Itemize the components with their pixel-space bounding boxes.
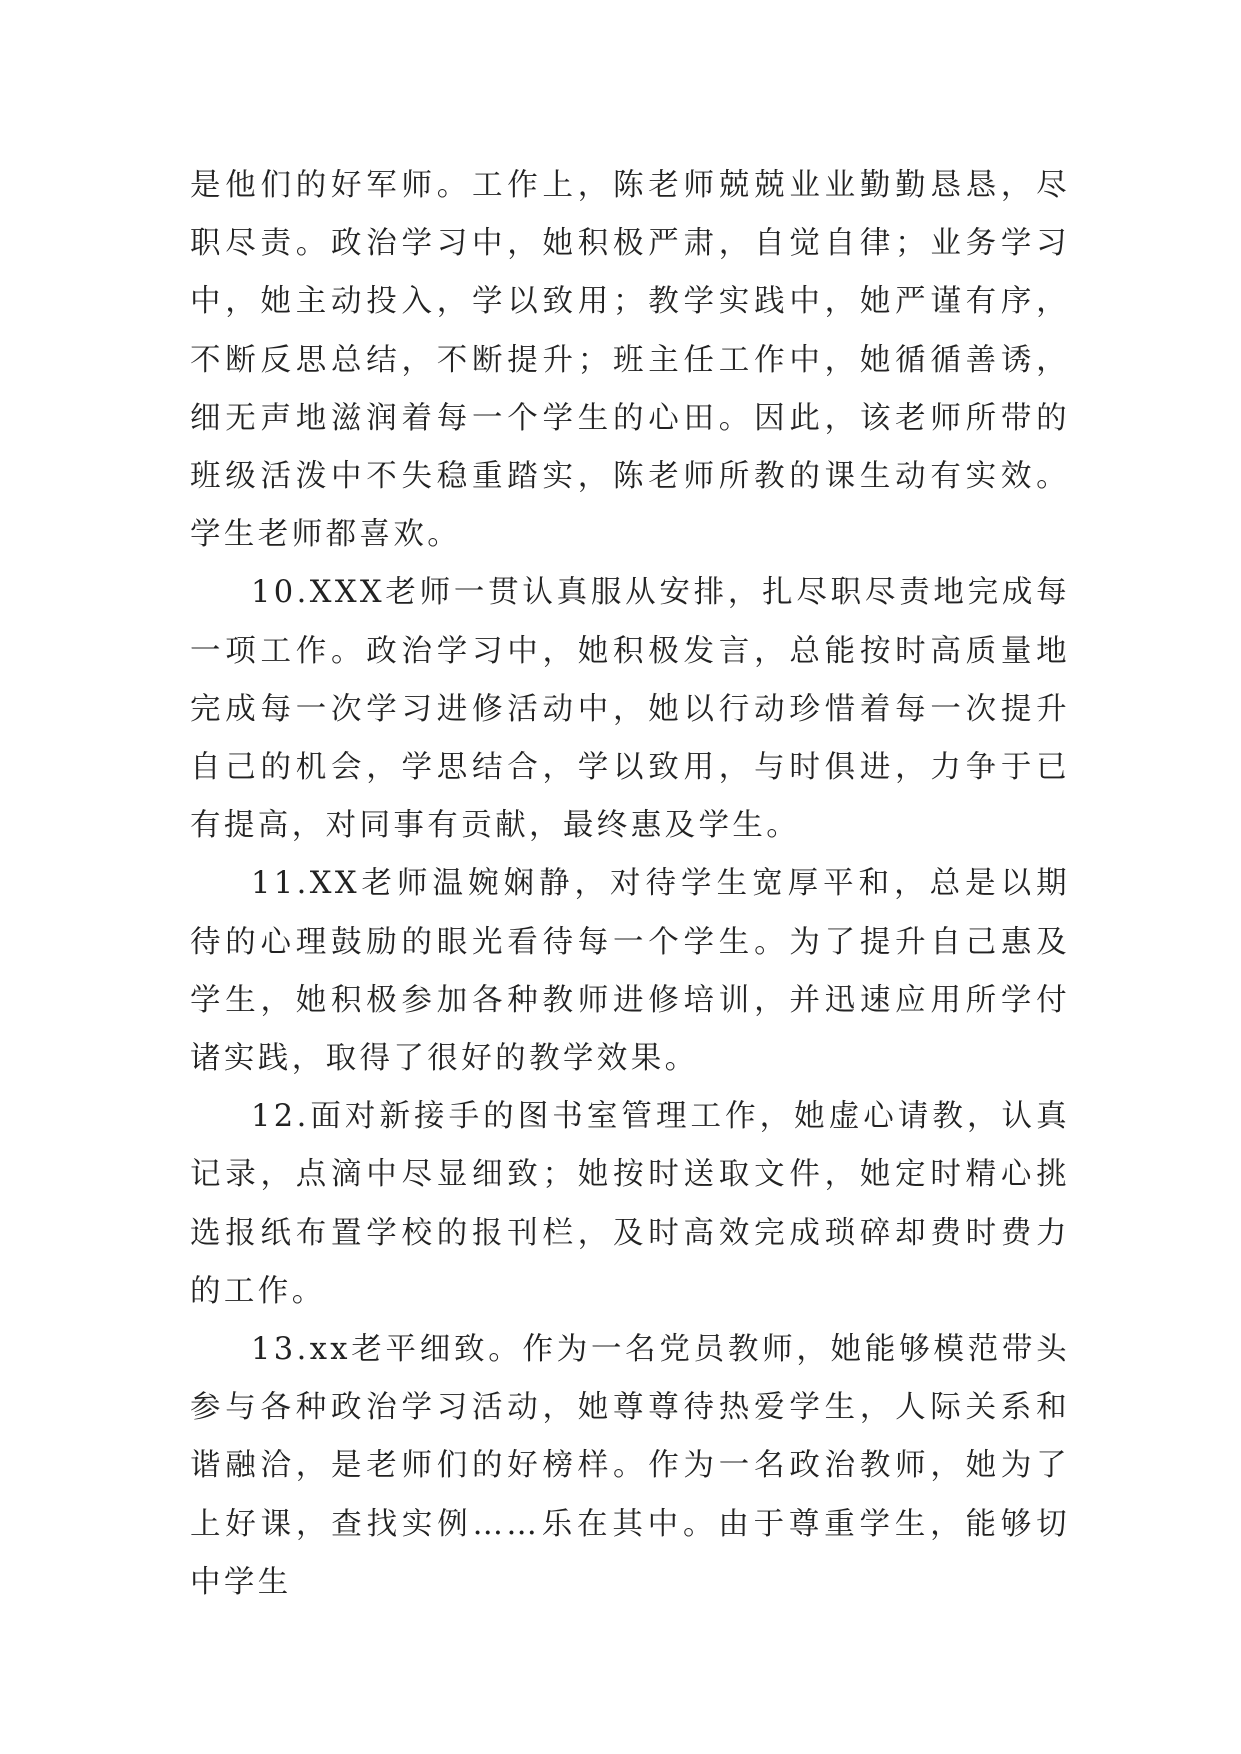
paragraph-item-13: 13.xx老平细致。作为一名党员教师，她能够模范带头参与各种政治学习活动，她尊尊待热爱学生，人际关系和谐融洽，是老师们的好榜样。作为一名政治教师，她为了上好课，查找实例……乐在其中。由于尊重学生，能够切中学生 [190,1332,1070,1600]
document-body [190,157,1070,1612]
paragraph-item-11: 11.XX老师温婉娴静，对待学生宽厚平和，总是以期待的心理鼓励的眼光看待每一个学生。为了提升自己惠及学生，她积极参加各种教师进修培训，并迅速应用所学付诸实践，取得了很好的教学效果。 [190,866,1070,1077]
paragraph-item-10: 10.XXX老师一贯认真服从安排，扎尽职尽责地完成每一项工作。政治学习中，她积极发言，总能按时高质量地完成每一次学习进修活动中，她以行动珍惜着每一次提升自己的机会，学思结合，学以致用，与时俱进，力争于已有提高，对同事有贡献，最终惠及学生。 [190,575,1070,844]
paragraph-continued: 是他们的好军师。工作上，陈老师兢兢业业勤勤恳恳，尽职尽责。政治学习中，她积极严肃，自觉自律；业务学习中，她主动投入，学以致用；教学实践中，她严谨有序，不断反思总结，不断提升；班主任工作中，她循循善诱，细无声地滋润着每一个学生的心田。因此，该老师所带的班级活泼中不失稳重踏实，陈老师所教的课生动有实效。学生老师都喜欢。 [190,168,1070,553]
paragraph-item-12: 12.面对新接手的图书室管理工作，她虚心请教，认真记录，点滴中尽显细致；她按时送取文件，她定时精心挑选报纸布置学校的报刊栏，及时高效完成琐碎却费时费力的工作。 [190,1099,1070,1309]
